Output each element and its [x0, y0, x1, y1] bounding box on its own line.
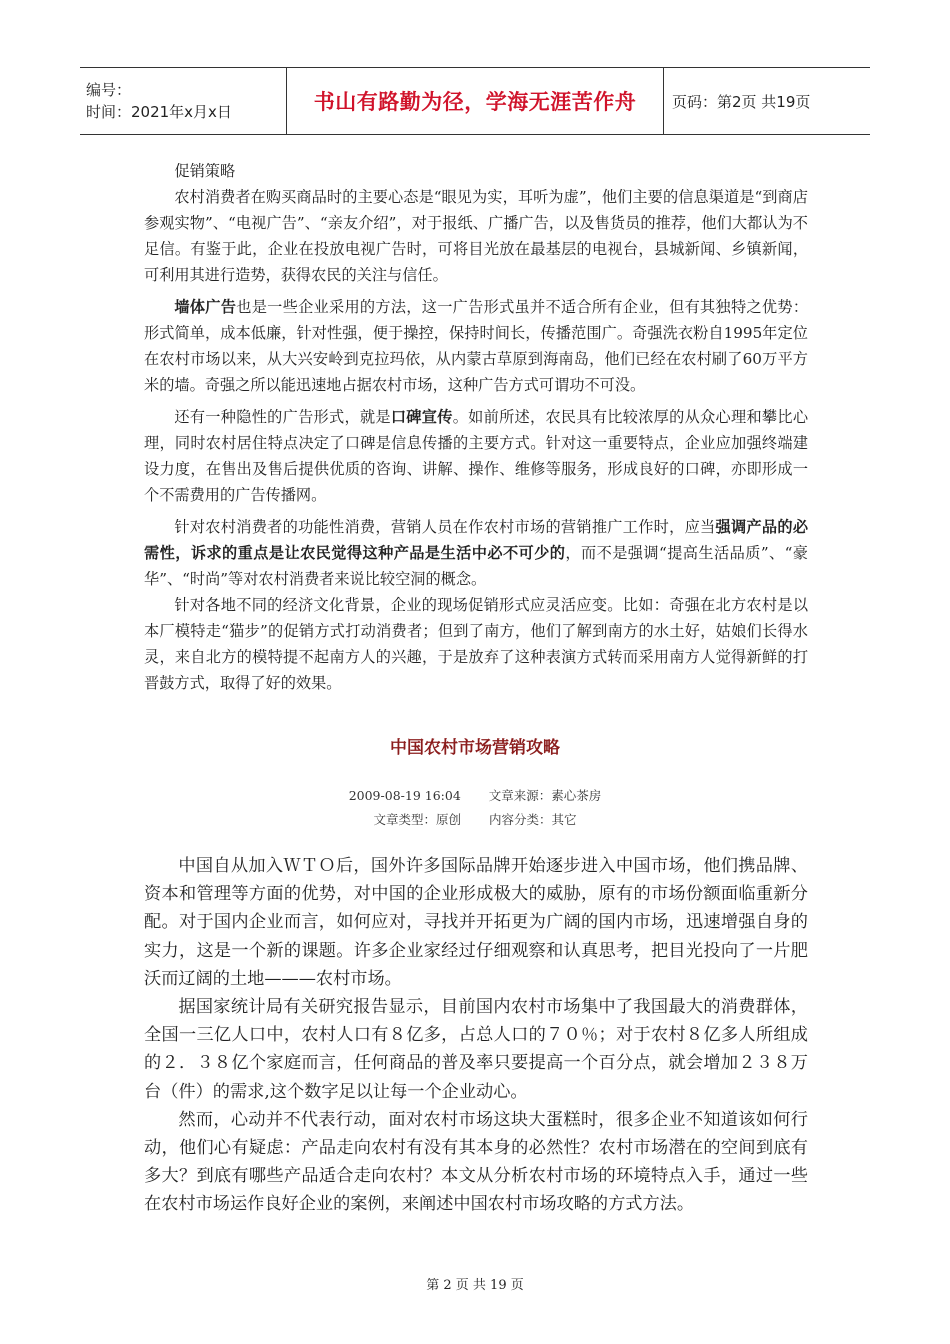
paragraph-text: 。如前所述，农民具有比较浓厚的从众心理和攀比心理，同时农村居住特点决定了口碑是信息传播的主要方式。针对这一重要特点，企业应加强终端建设力度，在售出及售后提供优质的咨询、讲解、操作、维修等服务，形成良好的口碑，亦即形成一个不需费用的广告传播网。: [144, 408, 809, 504]
page-footer: 第 2 页 共 19 页: [426, 1278, 524, 1293]
article-body: [144, 852, 808, 1219]
document-date-label: 时间：2021年x月x日: [86, 103, 232, 121]
paragraph: 中国自从加入ＷＴＯ后，国外许多国际品牌开始逐步进入中国市场，他们携品牌、资本和管理等方面的优势，对中国的企业形成极大的威胁，原有的市场份额面临重新分配。对于国内企业而言，如何应对，寻找并开拓更为广阔的国内市场，迅速增强自身的实力，这是一个新的课题。许多企业家经过仔细观察和认真思考，把目光投向了一片肥沃而辽阔的土地———农村市场。: [144, 856, 808, 989]
article-meta-line-2: [0, 810, 950, 828]
paragraph-text: ，而不是强调“提高生活品质”、“豪华”、“时尚”等对农村消费者来说比较空洞的概念。: [144, 544, 808, 588]
promotion-strategy-section: [144, 158, 808, 696]
paragraph: [144, 514, 808, 592]
article-title: 中国农村市场营销攻略: [390, 738, 560, 758]
paragraph: 然而，心动并不代表行动，面对农村市场这块大蛋糕时，很多企业不知道该如何行动，他们心有疑虑：产品走向农村有没有其本身的必然性？农村市场潜在的空间到底有多大？到底有哪些产品适合走向农村？本文从分析农村市场的环境特点入手，通过一些在农村市场运作良好企业的案例，来阐述中国农村市场攻略的方式方法。: [144, 1109, 808, 1215]
bold-term: 墙体广告: [174, 298, 237, 316]
paragraph: [144, 294, 808, 398]
bold-term: 口碑宣传: [390, 408, 453, 426]
section-heading: 促销策略: [174, 162, 236, 180]
document-header: [80, 67, 870, 135]
header-page-label: 页码：第2页 共19页: [672, 92, 811, 111]
bold-emphasis: 强调产品的必需性，诉求的重点是让农民觉得这种产品是生活中必不可少的: [144, 518, 809, 562]
paragraph-text: 还有一种隐性的广告形式，就是: [174, 408, 391, 426]
paragraph: 农村消费者在购买商品时的主要心态是“眼见为实，耳听为虚”，他们主要的信息渠道是“到商店参观实物”、“电视广告”、“亲友介绍”，对于报纸、广播广告，以及售货员的推荐，他们大都认为不足信。有鉴于此，企业在投放电视广告时，可将目光放在最基层的电视台，县城新闻、乡镇新闻，可利用其进行造势，获得农民的关注与信任。: [144, 188, 808, 284]
article-date: 2009-08-19 16:04: [348, 788, 461, 803]
header-motto: 书山有路勤为径，学海无涯苦作舟: [287, 68, 664, 135]
article-source: 文章来源：素心茶房: [488, 788, 602, 803]
article-type: 文章类型：原创: [373, 812, 461, 827]
article-meta-line-1: [0, 786, 950, 804]
article-category: 内容分类：其它: [488, 812, 577, 827]
paragraph-text: 针对农村消费者的功能性消费，营销人员在作农村市场的营销推广工作时，应当: [174, 518, 716, 536]
document-number-label: 编号：: [86, 81, 132, 99]
header-meta-cell: [80, 68, 287, 135]
paragraph: 据国家统计局有关研究报告显示，目前国内农村市场集中了我国最大的消费群体，全国一三亿人口中，农村人口有８亿多，占总人口的７０％；对于农村８亿多人所组成的２．３８亿个家庭而言，任何商品的普及率只要提高一个百分点，就会增加２３８万台（件）的需求,这个数字足以让每一个企业动心。: [144, 997, 808, 1102]
paragraph: [144, 404, 808, 508]
paragraph-text: 也是一些企业采用的方法，这一广告形式虽并不适合所有企业，但有其独特之优势：形式简单，成本低廉，针对性强，便于操控，保持时间长，传播范围广。奇强洗衣粉自1995年定位在农村市场以来，从大兴安岭到克拉玛依，从内蒙古草原到海南岛，他们已经在农村刷了60万平方米的墙。奇强之所以能迅速地占据农村市场，这种广告方式可谓功不可没。: [144, 298, 809, 394]
paragraph: 针对各地不同的经济文化背景，企业的现场促销形式应灵活应变。比如：奇强在北方农村是以本厂模特走“猫步”的促销方式打动消费者；但到了南方，他们了解到南方的水土好，姑娘们长得水灵，来自北方的模特提不起南方人的兴趣，于是放弃了这种表演方式转而采用南方人觉得新鲜的打晋鼓方式，取得了好的效果。: [144, 596, 808, 692]
